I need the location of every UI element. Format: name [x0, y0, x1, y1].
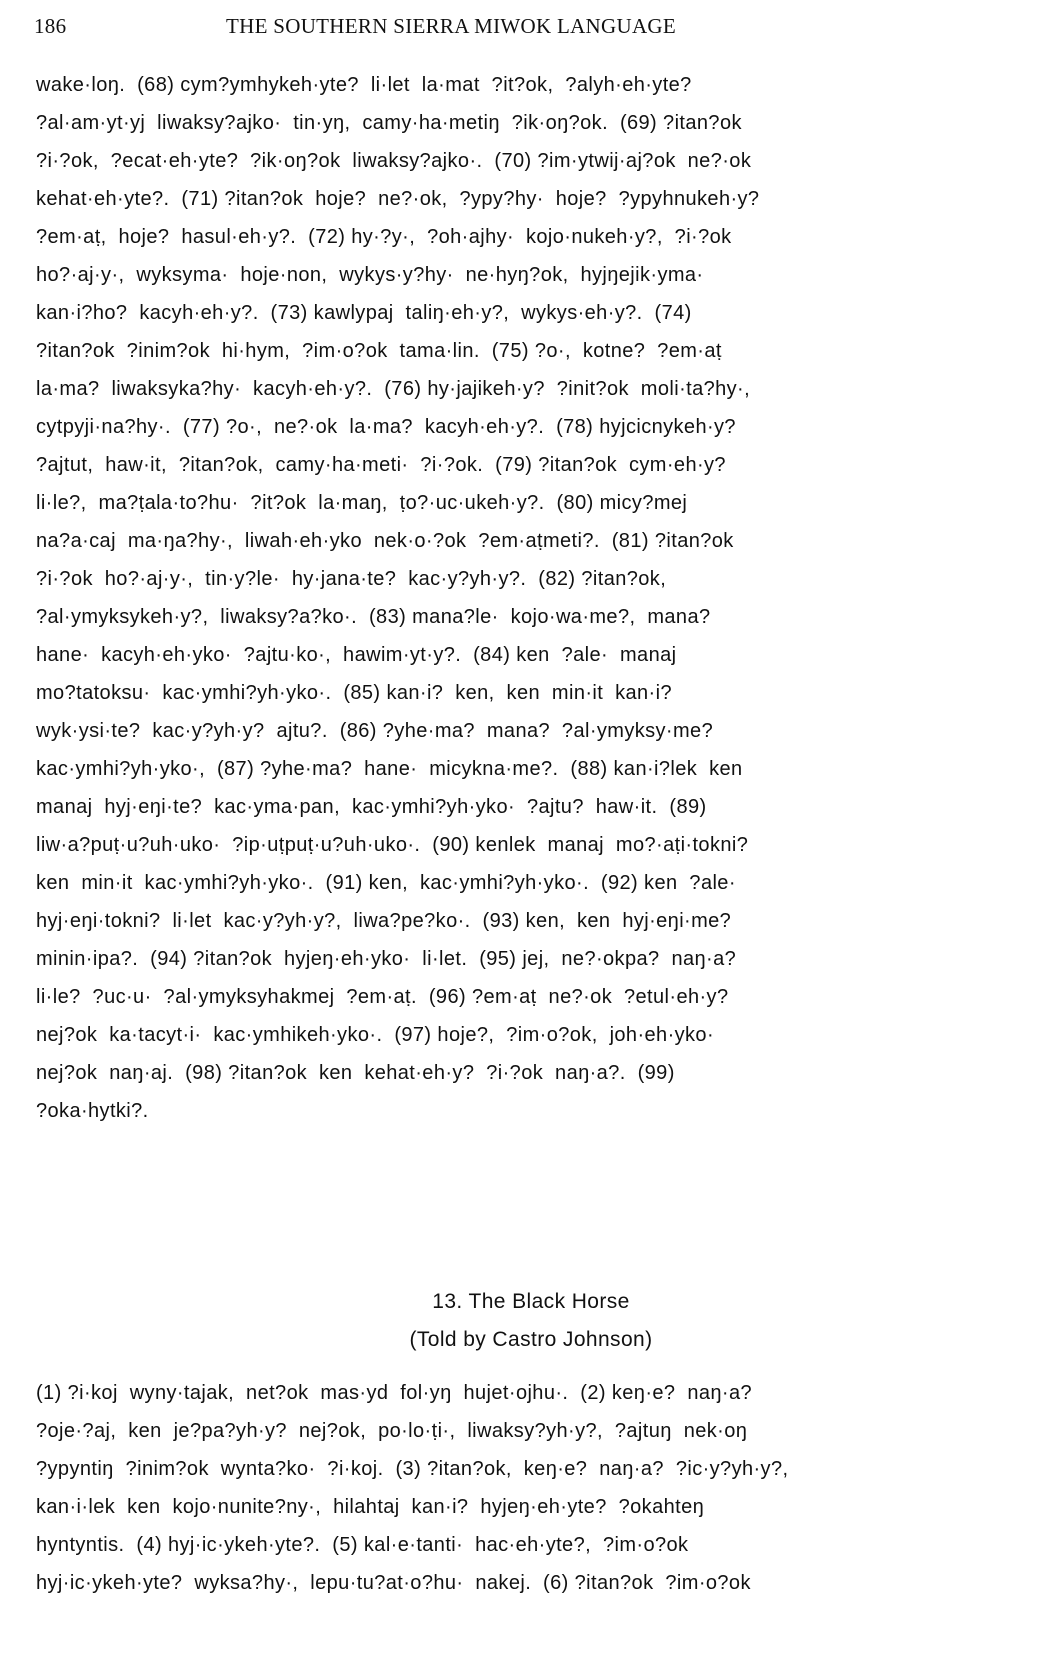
text-line: hyntyntis. (4) hyj·ic·ykeh·yte?. (5) kal·e·tanti· hac·eh·yte?, ?im·o?ok — [36, 1534, 689, 1556]
story-byline: (Told by Castro Johnson) — [409, 1328, 653, 1351]
text-line: ?ypyntiŋ ?inim?ok wynta?ko· ?i·koj. (3) ?itan?ok, keŋ·e? naŋ·a? ?ic·y?yh·y?, — [36, 1458, 789, 1480]
text-line: li·le?, ma?ṭala·to?hu· ?it?ok la·maŋ, ṭo?·uc·ukeh·y?. (80) micy?mej — [36, 492, 688, 514]
page-number: 186 — [34, 14, 67, 38]
running-title: THE SOUTHERN SIERRA MIWOK LANGUAGE — [226, 14, 677, 38]
text-line: ken min·it kac·ymhi?yh·yko·. (91) ken, kac·ymhi?yh·yko·. (92) ken ?ale· — [36, 872, 736, 894]
text-line: hane· kacyh·eh·yko· ?ajtu·ko·, hawim·yt·y?. (84) ken ?ale· manaj — [36, 644, 677, 666]
text-line: hyj·ic·ykeh·yte? wyksa?hy·, lepu·tu?at·o?hu· nakej. (6) ?itan?ok ?im·o?ok — [36, 1572, 751, 1594]
text-line: cytpyji·na?hy·. (77) ?o·, ne?·ok la·ma? kacyh·eh·y?. (78) hyjcicnykeh·y? — [36, 416, 736, 438]
text-line: wyk·ysi·te? kac·y?yh·y? ajtu?. (86) ?yhe·ma? mana? ?al·ymyksy·me? — [36, 720, 714, 742]
text-line: kan·i·lek ken kojo·nunite?ny·, hilahtaj kan·i? hyjeŋ·eh·yte? ?okahteŋ — [36, 1496, 705, 1518]
story-title: 13. The Black Horse — [432, 1290, 630, 1313]
page-header — [34, 14, 994, 42]
text-line: kehat·eh·yte?. (71) ?itan?ok hoje? ne?·ok, ?ypy?hy· hoje? ?ypyhnukeh·y? — [36, 188, 760, 210]
text-line: hyj·eŋi·tokni? li·let kac·y?yh·y?, liwa?pe?ko·. (93) ken, ken hyj·eŋi·me? — [36, 910, 732, 932]
text-line: wake·loŋ. (68) cym?ymhykeh·yte? li·let la·mat ?it?ok, ?alyh·eh·yte? — [36, 74, 692, 96]
text-line: ho?·aj·y·, wyksyma· hoje·non, wykys·y?hy· ne·hyŋ?ok, hyjŋejik·yma· — [36, 264, 704, 286]
text-line: kac·ymhi?yh·yko·, (87) ?yhe·ma? hane· micykna·me?. (88) kan·i?lek ken — [36, 758, 743, 780]
text-block-2 — [36, 1374, 1028, 1602]
text-line: ?em·aṭ, hoje? hasul·eh·y?. (72) hy·?y·, ?oh·ajhy· kojo·nukeh·y?, ?i·?ok — [36, 226, 732, 248]
text-line: nej?ok naŋ·aj. (98) ?itan?ok ken kehat·eh·y? ?i·?ok naŋ·a?. (99) — [36, 1062, 675, 1084]
text-line: nej?ok ka·tacyt·i· kac·ymhikeh·yko·. (97) hoje?, ?im·o?ok, joh·eh·yko· — [36, 1024, 715, 1046]
text-line: la·ma? liwaksyka?hy· kacyh·eh·y?. (76) hy·jajikeh·y? ?init?ok moli·ta?hy·, — [36, 378, 751, 400]
text-line: ?i·?ok, ?ecat·eh·yte? ?ik·oŋ?ok liwaksy?ajko·. (70) ?im·ytwij·aj?ok ne?·ok — [36, 150, 752, 172]
text-line: kan·i?ho? kacyh·eh·y?. (73) kawlypaj taliŋ·eh·y?, wykys·eh·y?. (74) — [36, 302, 692, 324]
text-line: liw·a?puṭ·u?uh·uko· ?ip·uṭpuṭ·u?uh·uko·. (90) kenlek manaj mo?·aṭi·tokni? — [36, 834, 749, 856]
text-line: ?itan?ok ?inim?ok hi·hym, ?im·o?ok tama·lin. (75) ?o·, kotne? ?em·aṭ — [36, 340, 722, 362]
text-line: ?oka·hytki?. — [36, 1100, 149, 1122]
text-line: mo?tatoksu· kac·ymhi?yh·yko·. (85) kan·i? ken, ken min·it kan·i? — [36, 682, 672, 704]
text-line: ?i·?ok ho?·aj·y·, tin·y?le· hy·jana·te? kac·y?yh·y?. (82) ?itan?ok, — [36, 568, 667, 590]
text-line: ?ajtut, haw·it, ?itan?ok, camy·ha·meti· ?i·?ok. (79) ?itan?ok cym·eh·y? — [36, 454, 726, 476]
text-line: ?al·ymyksykeh·y?, liwaksy?a?ko·. (83) mana?le· kojo·wa·me?, mana? — [36, 606, 711, 628]
text-block-1 — [36, 66, 1028, 1130]
text-line: ?oje·?aj, ken je?pa?yh·y? nej?ok, po·lo·ṭi·, liwaksy?yh·y?, ?ajtuŋ nek·oŋ — [36, 1420, 748, 1442]
text-line: na?a·caj ma·ŋa?hy·, liwah·eh·yko nek·o·?ok ?em·aṭmeti?. (81) ?itan?ok — [36, 530, 734, 552]
text-line: (1) ?i·koj wyny·tajak, net?ok mas·yd fol·yŋ hujet·ojhu·. (2) keŋ·e? naŋ·a? — [36, 1382, 753, 1404]
text-line: li·le? ?uc·u· ?al·ymyksyhakmej ?em·aṭ. (96) ?em·aṭ ne?·ok ?etul·eh·y? — [36, 986, 729, 1008]
text-line: minin·ipa?. (94) ?itan?ok hyjeŋ·eh·yko· li·let. (95) jej, ne?·okpa? naŋ·a? — [36, 948, 737, 970]
text-line: manaj hyj·eŋi·te? kac·yma·pan, kac·ymhi?yh·yko· ?ajtu? haw·it. (89) — [36, 796, 707, 818]
text-line: ?al·am·yt·yj liwaksy?ajko· tin·yŋ, camy·ha·metiŋ ?ik·oŋ?ok. (69) ?itan?ok — [36, 112, 742, 134]
